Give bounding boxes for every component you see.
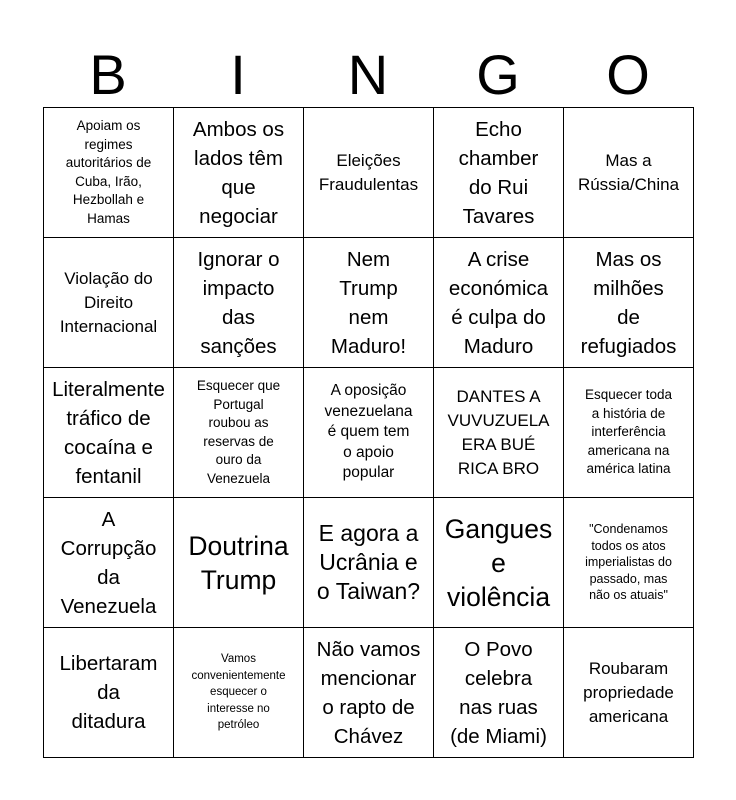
bingo-cell[interactable] — [564, 498, 694, 628]
bingo-cell[interactable] — [44, 628, 174, 758]
cell-text: A oposição venezuelana é quem tem o apoio popular — [324, 382, 413, 482]
bingo-cell[interactable] — [564, 368, 694, 498]
bingo-cell[interactable] — [174, 238, 304, 368]
cell-text: Literalmente tráfico de cocaína e fentanil — [52, 377, 165, 488]
header-letter-g: G — [476, 43, 520, 106]
cell-text: Gangues e violência — [444, 513, 553, 612]
cell-text: Mas a Rússia/China — [577, 150, 680, 194]
bingo-cell[interactable] — [44, 368, 174, 498]
cell-text: Ignorar o impacto das sanções — [197, 247, 280, 358]
cell-text: E agora a Ucrânia e o Taiwan? — [316, 520, 421, 604]
cell-text: A crise económica é culpa do Maduro — [448, 247, 549, 358]
bingo-grid — [43, 107, 694, 758]
bingo-cell[interactable] — [174, 628, 304, 758]
bingo-cell[interactable] — [304, 108, 434, 238]
bingo-cell[interactable] — [304, 628, 434, 758]
cell-text: Mas os milhões de refugiados — [580, 247, 677, 358]
cell-text: A Corrupção da Venezuela — [60, 507, 157, 618]
cell-text: Nem Trump nem Maduro! — [330, 247, 407, 358]
bingo-cell[interactable] — [304, 368, 434, 498]
bingo-cell[interactable] — [44, 498, 174, 628]
header-letter-n: N — [347, 43, 389, 106]
cell-text: Violação do Direito Internacional — [59, 268, 158, 336]
bingo-cell[interactable] — [174, 368, 304, 498]
bingo-header — [43, 42, 693, 108]
cell-text: Ambos os lados têm que negociar — [192, 117, 285, 228]
bingo-cell[interactable] — [564, 108, 694, 238]
bingo-cell[interactable] — [304, 498, 434, 628]
header-letter-i: I — [230, 43, 246, 106]
bingo-cell[interactable] — [434, 498, 564, 628]
header-letter-b: B — [89, 43, 127, 106]
bingo-cell[interactable] — [174, 498, 304, 628]
cell-text: Apoiam os regimes autoritários de Cuba, Irão, Hezbollah e Hamas — [65, 118, 152, 226]
bingo-cell[interactable] — [44, 108, 174, 238]
bingo-cell[interactable] — [434, 108, 564, 238]
cell-text: Esquecer toda a história de interferência americana na américa latina — [584, 387, 673, 477]
bingo-cell[interactable] — [434, 628, 564, 758]
cell-text: Roubaram propriedade americana — [583, 658, 674, 726]
cell-text: Echo chamber do Rui Tavares — [458, 117, 539, 228]
bingo-cell[interactable] — [304, 238, 434, 368]
bingo-cell[interactable] — [434, 368, 564, 498]
cell-text: O Povo celebra nas ruas (de Miami) — [450, 637, 547, 748]
bingo-cell[interactable] — [434, 238, 564, 368]
bingo-cell[interactable] — [564, 628, 694, 758]
bingo-cell[interactable] — [44, 238, 174, 368]
bingo-cell[interactable] — [564, 238, 694, 368]
cell-text: Doutrina Trump — [188, 530, 289, 595]
cell-text: Vamos convenientemente esquecer o interesse no petróleo — [191, 653, 286, 732]
cell-text: Esquecer que Portugal roubou as reservas de ouro da Venezuela — [196, 378, 281, 486]
cell-text: "Condenamos todos os atos imperialistas do passado, mas não os atuais" — [585, 522, 672, 603]
header-letter-o: O — [606, 43, 650, 106]
cell-text: Libertaram da ditadura — [59, 652, 158, 733]
bingo-cell[interactable] — [174, 108, 304, 238]
cell-text: DANTES A VUVUZUELA ERA BUÉ RICA BRO — [447, 386, 550, 478]
cell-text: Eleições Fraudulentas — [318, 150, 419, 194]
cell-text: Não vamos mencionar o rapto de Chávez — [316, 637, 421, 748]
